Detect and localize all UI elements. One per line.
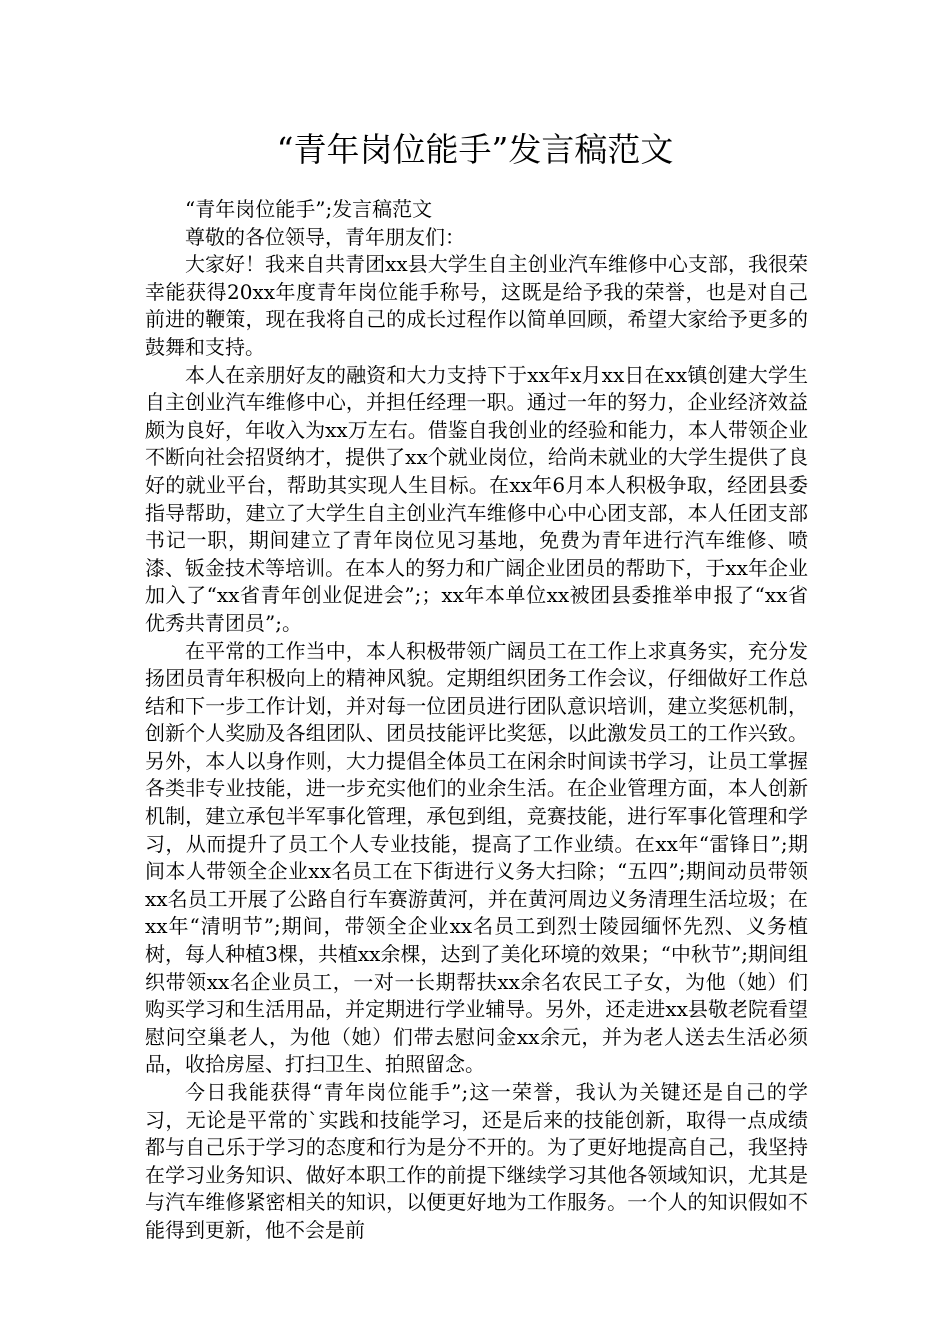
document-body (145, 196, 808, 1245)
document-title: “青年岗位能手”发言稿范文 (276, 130, 674, 169)
salutation: 尊敬的各位领导，青年朋友们： (185, 224, 465, 249)
paragraph: 本人在亲朋好友的融资和大力支持下于xx年x月xx日在xx镇创建大学生自主创业汽车维修中心，并担任经理一职。通过一年的努力，企业经济效益颇为良好，年收入为xx万左右。借鉴自我创业的经验和能力，本人带领企业不断向社会招贤纳才，提供了xx个就业岗位，给尚未就业的大学生提供了良好的就业平台，帮助其实现人生目标。在xx年6月本人积极争取，经团县委指导帮助，建立了大学生自主创业汽车维修中心中心团支部，本人任团支部书记一职，期间建立了青年岗位见习基地，免费为青年进行汽车维修、喷漆、钣金技术等培训。在本人的努力和广阔企业团员的帮助下，于xx年企业加入了“xx省青年创业促进会”;；xx年本单位xx被团县委推举申报了“xx省优秀共青团员”;。 (145, 362, 808, 635)
document-subtitle: “青年岗位能手”;发言稿范文 (185, 197, 433, 221)
paragraph: 大家好！我来自共青团xx县大学生自主创业汽车维修中心支部，我很荣幸能获得20xx年度青年岗位能手称号，这既是给予我的荣誉，也是对自己前进的鞭策，现在我将自己的成长过程作以简单回顾，希望大家给予更多的鼓舞和支持。 (145, 252, 808, 359)
paragraph: 在平常的工作当中，本人积极带领广阔员工在工作上求真务实，充分发扬团员青年积极向上的精神风貌。定期组织团务工作会议，仔细做好工作总结和下一步工作计划，并对每一位团员进行团队意识培训，建立奖惩机制，创新个人奖励及各组团队、团员技能评比奖惩，以此激发员工的工作兴致。另外，本人以身作则，大力提倡全体员工在闲余时间读书学习，让员工掌握各类非专业技能，进一步充实他们的业余生活。在企业管理方面，本人创新机制，建立承包半军事化管理，承包到组，竞赛技能，进行军事化管理和学习，从而提升了员工个人专业技能，提高了工作业绩。在xx年“雷锋日”;期间本人带领全企业xx名员工在下街进行义务大扫除；“五四”;期间动员带领xx名员工开展了公路自行车赛游黄河，并在黄河周边义务清理生活垃圾；在xx年“清明节”;期间，带领全企业xx名员工到烈士陵园缅怀先烈、义务植树，每人种植3棵，共植xx余棵，达到了美化环境的效果；“中秋节”;期间组织带领xx名企业员工，一对一长期帮扶xx余名农民工子女，为他（她）们购买学习和生活用品，并定期进行学业辅导。另外，还走进xx县敬老院看望慰问空巢老人，为他（她）们带去慰问金xx余元，并为老人送去生活必须品，收拾房屋、打扫卫生、拍照留念。 (145, 638, 808, 1077)
paragraph: 今日我能获得“青年岗位能手”;这一荣誉，我认为关键还是自己的学习，无论是平常的`实践和技能学习，还是后来的技能创新，取得一点成绩都与自己乐于学习的态度和行为是分不开的。为了更好地提高自己，我坚持在学习业务知识、做好本职工作的前提下继续学习其他各领域知识，尤其是与汽车维修紧密相关的知识，以便更好地为工作服务。一个人的知识假如不能得到更新，他不会是前 (145, 1080, 808, 1242)
